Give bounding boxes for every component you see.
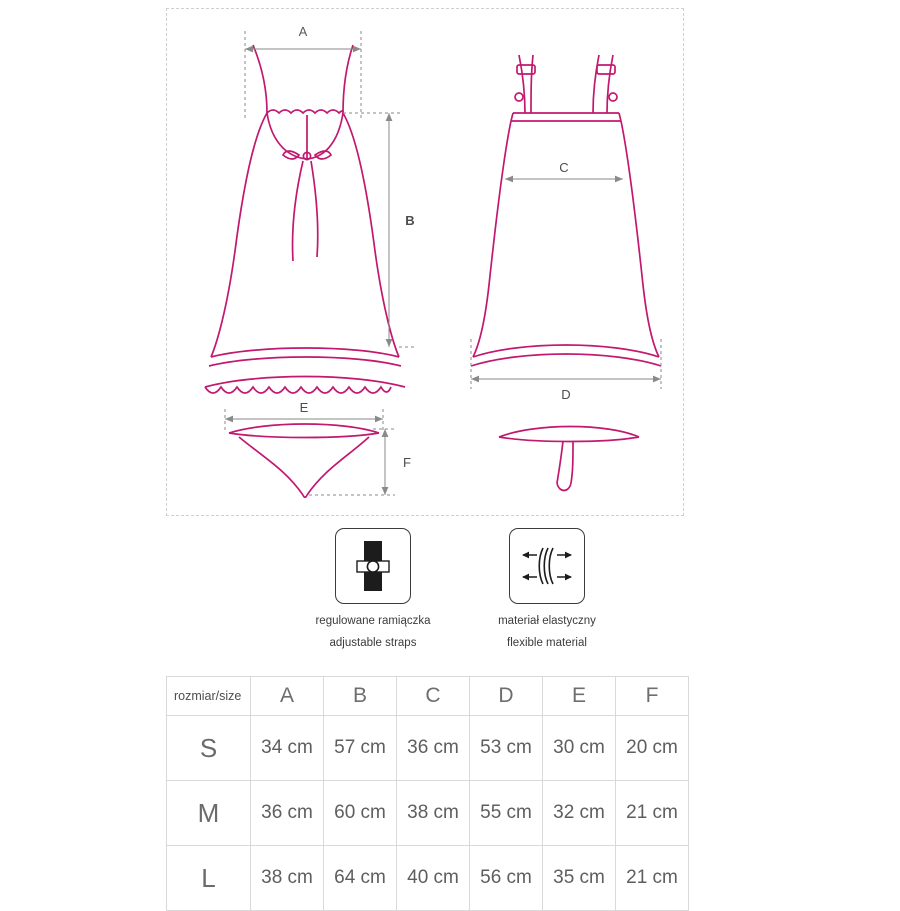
feature-icons (300, 528, 620, 649)
header-size-label: rozmiar/size (167, 677, 251, 716)
feature-label-en: flexible material (507, 636, 587, 649)
cell-C: 38 cm (397, 781, 470, 846)
cell-C: 40 cm (397, 846, 470, 911)
adjustable-straps-icon-box (335, 528, 411, 604)
cell-A: 34 cm (251, 716, 324, 781)
dimension-label-C: C (559, 160, 569, 175)
cell-D: 56 cm (470, 846, 543, 911)
dimension-label-D: D (561, 387, 571, 402)
adjustable-straps-icon (344, 537, 402, 595)
size-table (166, 676, 689, 911)
cell-A: 36 cm (251, 781, 324, 846)
dimension-C (505, 176, 623, 183)
cell-F: 21 cm (616, 846, 689, 911)
feature-label-en: adjustable straps (329, 636, 417, 649)
thong-back-drawing (499, 427, 639, 491)
table-row (167, 781, 689, 846)
table-row (167, 846, 689, 911)
header-col-A: A (251, 677, 324, 716)
feature-adjustable-straps (313, 528, 433, 649)
flexible-material-icon-box (509, 528, 585, 604)
feature-flexible-material (487, 528, 607, 649)
dimension-F (309, 429, 395, 495)
technical-drawing-panel (166, 8, 684, 516)
feature-label-pl: materiał elastyczny (498, 615, 596, 627)
row-size-name: S (167, 716, 251, 781)
cell-E: 32 cm (543, 781, 616, 846)
chemise-front-drawing (205, 45, 405, 393)
header-col-B: B (324, 677, 397, 716)
header-col-F: F (616, 677, 689, 716)
cell-B: 57 cm (324, 716, 397, 781)
table-row (167, 716, 689, 781)
dimension-B (343, 113, 417, 347)
chemise-back-drawing (471, 55, 661, 366)
cell-C: 36 cm (397, 716, 470, 781)
dimension-label-B: B (405, 213, 415, 228)
size-table-container (166, 676, 688, 911)
header-col-D: D (470, 677, 543, 716)
dimension-label-E: E (299, 400, 309, 415)
technical-drawing (167, 9, 683, 515)
header-col-C: C (397, 677, 470, 716)
row-size-name: M (167, 781, 251, 846)
cell-B: 64 cm (324, 846, 397, 911)
cell-D: 55 cm (470, 781, 543, 846)
dimension-D (471, 339, 661, 389)
cell-D: 53 cm (470, 716, 543, 781)
cell-E: 30 cm (543, 716, 616, 781)
flexible-material-icon (517, 538, 577, 594)
cell-B: 60 cm (324, 781, 397, 846)
cell-F: 21 cm (616, 781, 689, 846)
dimension-label-A: A (298, 24, 308, 39)
table-header-row (167, 677, 689, 716)
dimension-label-F: F (403, 455, 411, 470)
row-size-name: L (167, 846, 251, 911)
header-col-E: E (543, 677, 616, 716)
thong-front-drawing (229, 424, 379, 497)
feature-label-pl: regulowane ramiączka (315, 615, 431, 627)
cell-F: 20 cm (616, 716, 689, 781)
cell-A: 38 cm (251, 846, 324, 911)
cell-E: 35 cm (543, 846, 616, 911)
